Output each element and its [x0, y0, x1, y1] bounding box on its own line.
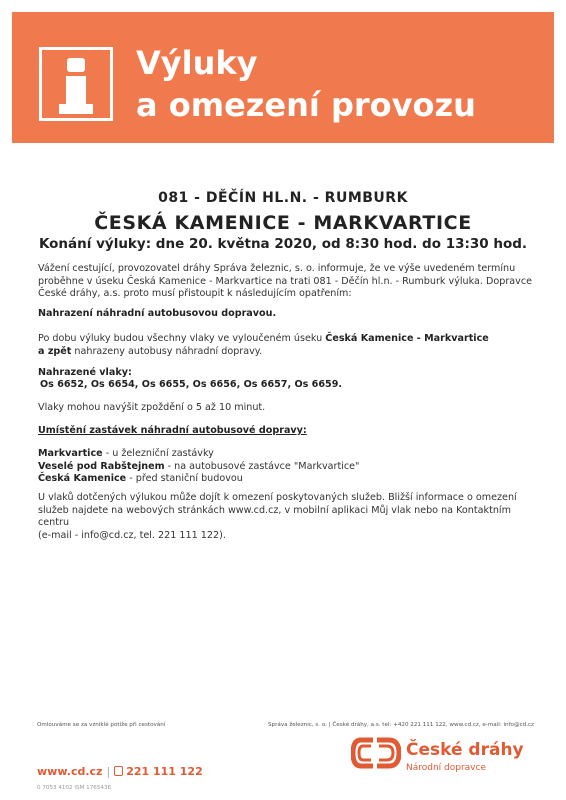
section-title: ČESKÁ KAMENICE - MARKVARTICE [94, 212, 472, 234]
website-link[interactable]: www.cd.cz [37, 765, 103, 778]
intro-line: proběhne v úseku Česká Kamenice - Markvartice na trati 081 - Děčín hl.n. - Rumburk výluka. Dopravce [38, 275, 533, 287]
replaced-trains-heading: Nahrazené vlaky: [38, 367, 132, 378]
replaced-trains-list: Os 6652, Os 6654, Os 6655, Os 6656, Os 6657, Os 6659. [40, 379, 343, 390]
route-title: 081 - DĚČÍN HL.N. - RUMBURK [158, 190, 408, 206]
banner-title-line1: Výluky [136, 44, 258, 82]
closing-line: U vlaků dotčených výlukou může dojít k omezení poskytovaných služeb. Bližší informace o omezení [38, 492, 517, 503]
closure-date: Konání výluky: dne 20. května 2020, od 8:30 hod. do 13:30 hod. [38, 236, 528, 252]
banner-title [136, 42, 476, 126]
intro-paragraph [38, 263, 538, 301]
period-paragraph [38, 333, 538, 358]
brand-subtitle: Národní dopravce [406, 763, 486, 773]
delay-note: Vlaky mohou navýšit zpoždění o 5 až 10 minut. [38, 402, 266, 413]
closing-line: (e-mail - info@cd.cz, tel. 221 111 122). [38, 529, 226, 541]
phone-number[interactable]: 221 111 122 [126, 765, 203, 778]
footer-contact: www.cd.cz | 221 111 122 [37, 765, 203, 778]
closing-paragraph [38, 492, 538, 542]
info-icon [39, 47, 113, 121]
apology-note: Omlouváme se za vzniklé potíže při cestování [37, 722, 166, 728]
banner-title-line2: a omezení provozu [136, 86, 476, 124]
brand-name: České dráhy [406, 740, 524, 760]
list-item: Markvartice - u železniční zastávky [38, 448, 214, 459]
print-code: 0 7053 4102 ISM 1765436 [37, 785, 112, 791]
phone-icon [114, 766, 123, 776]
measure-heading: Nahrazení náhradní autobusovou dopravou. [38, 308, 277, 319]
operator-info: Správa železnic, s. o. | České dráhy, a.s. tel: +420 221 111 122, www.cd.cz, e-mail: info@cd.cz [268, 722, 534, 728]
stops-heading: Umístění zastávek náhradní autobusové dopravy: [38, 425, 307, 436]
period-text: Po dobu výluky budou všechny vlaky ve vyloučeném úseku [38, 333, 326, 344]
stops-list [38, 448, 538, 486]
period-text-end: nahrazeny autobusy náhradní dopravy. [71, 345, 263, 357]
intro-line: České dráhy, a.s. proto musí přistoupit k následujícím opatřením: [38, 288, 352, 300]
ceske-drahy-logo-icon [351, 736, 401, 770]
closing-line: služeb najdete na webových stránkách www.cd.cz, v mobilní aplikaci Můj vlak nebo na Kontaktním centru [38, 504, 511, 529]
header-banner [12, 12, 554, 143]
list-item: Veselé pod Rabštejnem - na autobusové zastávce "Markvartice" [38, 460, 360, 472]
list-item: Česká Kamenice - před staniční budovou [38, 473, 243, 485]
closed-section: Česká Kamenice - Markvartice [325, 333, 489, 344]
intro-line: Vážení cestující, provozovatel dráhy Správa železnic, s. o. informuje, že ve výše uvedeném termínu [38, 263, 516, 274]
and-back: a zpět [38, 345, 72, 357]
